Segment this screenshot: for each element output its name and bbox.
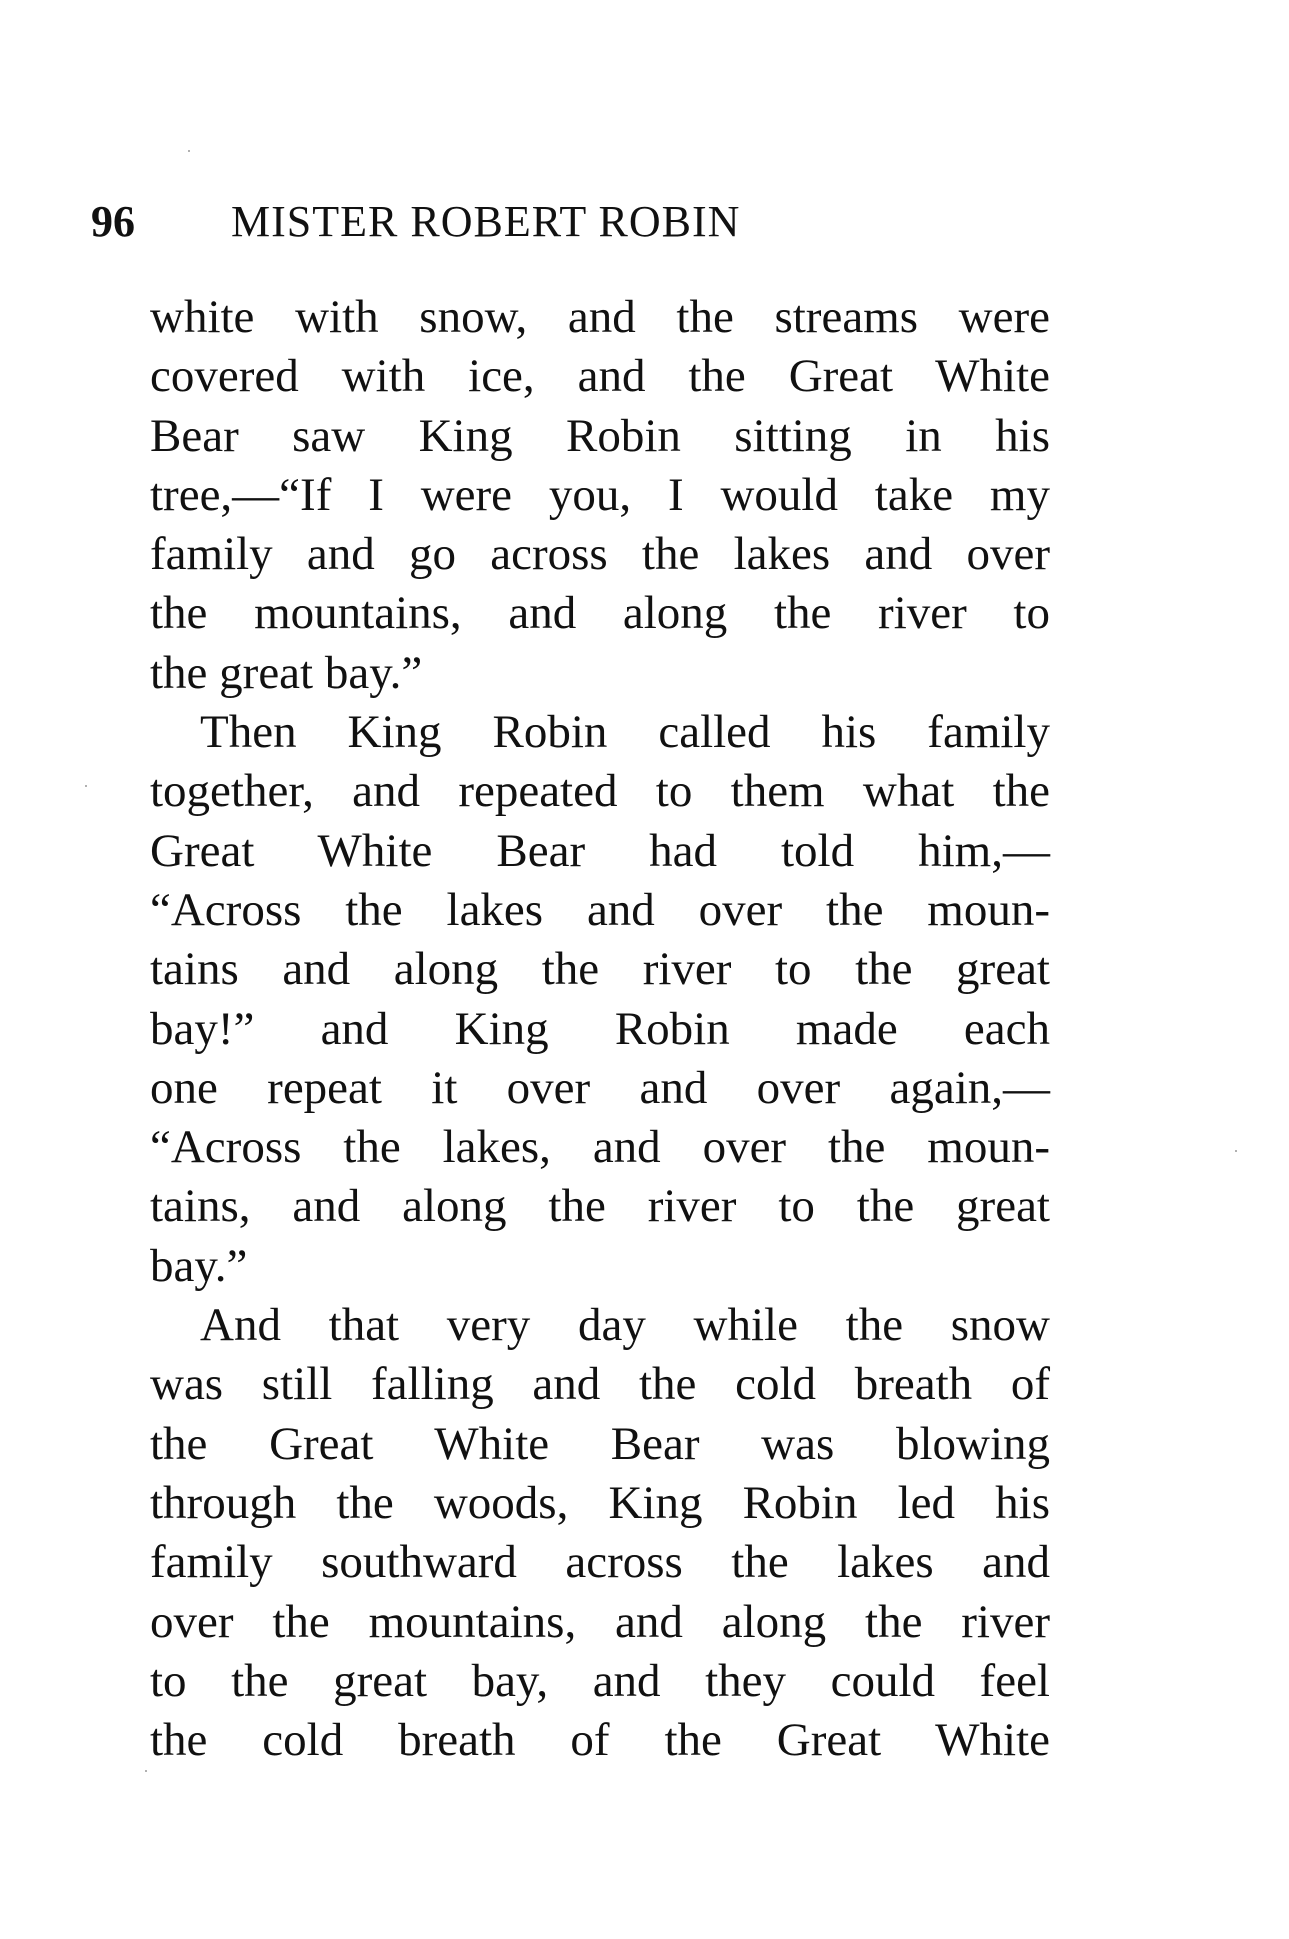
text-line: white with snow, and the streams were — [150, 291, 1050, 343]
text-line: covered with ice, and the Great White — [150, 350, 1050, 403]
text-line: bay.” — [150, 1239, 248, 1292]
text-line: tains, and along the river to the great — [150, 1180, 1050, 1233]
text-line: the Great White Bear was blowing — [150, 1417, 1050, 1470]
page-number: 96 — [91, 197, 135, 246]
paper-speck — [85, 785, 87, 787]
text-line: Bear saw King Robin sitting in his — [150, 409, 1050, 462]
text-line: was still falling and the cold breath of — [150, 1358, 1050, 1411]
text-line: over the mountains, and along the river — [150, 1595, 1050, 1648]
paragraph-start-line: And that very day while the snow — [200, 1299, 1050, 1352]
text-line: Great White Bear had told him,— — [150, 824, 1050, 877]
body-text — [150, 288, 1050, 1770]
text-line: together, and repeated to them what the — [150, 765, 1050, 818]
text-line: family and go across the lakes and over — [150, 528, 1050, 581]
text-line: the mountains, and along the river to — [150, 587, 1050, 640]
text-line: to the great bay, and they could feel — [150, 1654, 1050, 1707]
text-line: “Across the lakes and over the moun- — [150, 883, 1050, 936]
text-line: the great bay.” — [150, 646, 423, 699]
running-head — [91, 190, 1051, 254]
paper-speck — [1235, 1150, 1237, 1152]
running-title: MISTER ROBERT ROBIN — [231, 197, 741, 246]
paper-speck — [145, 1770, 147, 1772]
text-line: bay!” and King Robin made each — [150, 1002, 1050, 1055]
text-line: “Across the lakes, and over the moun- — [150, 1121, 1050, 1174]
paper-speck — [188, 150, 190, 152]
text-line: one repeat it over and over again,— — [150, 1061, 1050, 1114]
text-line: through the woods, King Robin led his — [150, 1476, 1050, 1529]
paragraph-start-line: Then King Robin called his family — [200, 706, 1050, 759]
text-line: the cold breath of the Great White — [150, 1714, 1050, 1767]
text-line: tree,—“If I were you, I would take my — [150, 468, 1050, 521]
text-line: family southward across the lakes and — [150, 1536, 1050, 1589]
text-line: tains and along the river to the great — [150, 943, 1050, 996]
